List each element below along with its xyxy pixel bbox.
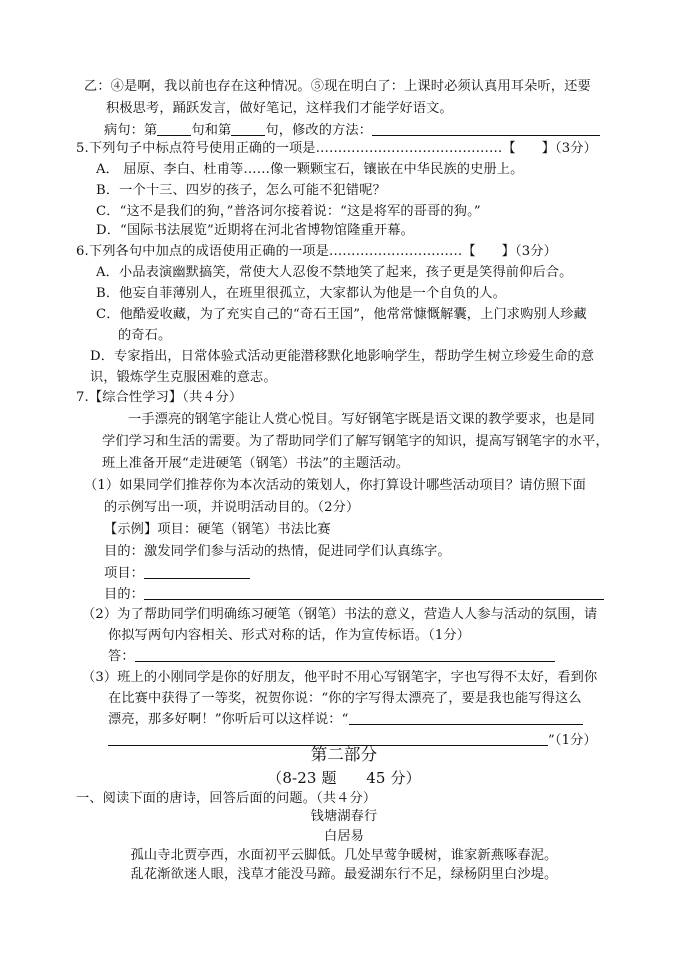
poem-title: 钱塘湖春行 <box>310 809 378 824</box>
dialogue-line: 积极思考，踊跃发言，做好笔记，这样我们才能学好语文。 <box>106 101 453 116</box>
goal-label: 目的： <box>104 587 145 602</box>
example-title: 【示例】项目：硬笔（钢笔）书法比赛 <box>104 522 331 537</box>
goal-answer-blank[interactable] <box>144 585 604 600</box>
part-2-prompt: （2）为了帮助同学们明确练习硬笔（钢笔）书法的意义，营造人人参与活动的氛围，请 <box>82 607 598 622</box>
question-5-stem <box>76 138 597 159</box>
intro-paragraph: 一手漂亮的钢笔字能让人赏心悦目。写好钢笔字既是语文课的教学要求，也是同 <box>128 412 595 427</box>
poem-author: 白居易 <box>323 829 364 844</box>
part-1-prompt: （1）如果同学们推荐你为本次活动的策划人，你打算设计哪些活动项目？请仿照下面 <box>84 478 587 493</box>
item-answer-blank[interactable] <box>144 564 250 579</box>
part-3-prompt: 在比赛中获得了一等奖，祝贺你说：“你的字写得太漂亮了，要是我也能写得这么 <box>108 691 582 706</box>
part-2-prompt: 你拟写两句内容相关、形式对称的话，作为宣传标语。（1分） <box>108 628 471 643</box>
section-heading: 一、阅读下面的唐诗，回答后面的问题。（共４分） <box>76 791 377 806</box>
reply-answer-blank[interactable] <box>349 710 583 725</box>
option-b: B．一个十三、四岁的孩子，怎么可能不犯错呢？ <box>96 183 386 198</box>
sick-label: 句和第 <box>191 123 232 138</box>
sentence-number-blank[interactable] <box>157 121 191 136</box>
score-label: （3分） <box>515 244 557 259</box>
option-c: C．他酷爱收藏，为了充实自己的“奇石王国”，他常常慷慨解囊，上门求购别人珍藏 <box>96 307 587 322</box>
intro-paragraph: 班上准备开展“走进硬笔（钢笔）书法”的主题活动。 <box>102 456 410 471</box>
slogan-answer-blank[interactable] <box>135 647 555 662</box>
option-d: D．“国际书法展览”近期将在河北省博物馆隆重开幕。 <box>96 223 414 238</box>
revision-method-blank[interactable] <box>372 121 600 136</box>
option-a: A． 屈原、李白、杜甫等……像一颗颗宝石，镶嵌在中华民族的史册上。 <box>96 162 524 177</box>
item-answer-line <box>104 563 250 584</box>
sick-label: 病句：第 <box>104 123 158 138</box>
option-c: C．“这不是我们的狗，”普洛诃尔接着说：“这是将军的哥哥的狗。” <box>96 204 481 219</box>
option-b: B．他妄自菲薄别人，在班里很孤立，大家都认为他是一个自负的人。 <box>96 286 506 301</box>
slogan-answer-line <box>108 646 555 667</box>
intro-paragraph: 学们学习和生活的需要。为了帮助同学们了解写钢笔字的知识，提高写钢笔字的水平， <box>102 434 609 449</box>
sick-label: 句，修改的方法： <box>265 123 373 138</box>
question-6-stem <box>76 241 557 262</box>
part-1-prompt: 的示例写出一项，并说明活动目的。（2分） <box>104 500 360 515</box>
option-a: A．小品表演幽默搞笑，常使大人忍俊不禁地笑了起来，孩子更是笑得前仰后合。 <box>96 265 573 280</box>
question-5-text: 5.下列句子中标点符号使用正确的一项是……………………………………【 <box>76 141 516 156</box>
goal-answer-line <box>104 584 604 605</box>
option-c-continued: 的奇石。 <box>118 328 172 343</box>
bracket-close: 】 <box>541 141 556 156</box>
part-two-subtitle: （8-23 题 45 分） <box>267 769 421 787</box>
item-label: 项目： <box>104 566 145 581</box>
part-3-prompt: （3）班上的小刚同学是你的好朋友，他平时不用心写钢笔字，字也写得不太好，看到你 <box>82 670 598 685</box>
dialogue-line: 乙：④是啊，我以前也存在这种情况。⑤现在明白了：上课时必须认真用耳朵听，还要 <box>84 79 591 94</box>
score-label: ”（1分） <box>548 733 597 748</box>
option-d-continued: 识，锻炼学生克服困难的意志。 <box>90 370 277 385</box>
sentence-number-blank[interactable] <box>231 121 265 136</box>
poem-line: 孤山寺北贾亭西，水面初平云脚低。几处早莺争暖树，谁家新燕啄春泥。 <box>130 848 558 863</box>
part-3-text: 漂亮，那多好啊！”你听后可以这样说：“ <box>108 712 349 727</box>
example-goal: 目的：激发同学们参与活动的热情，促进同学们认真练字。 <box>104 544 451 559</box>
score-label: （3分） <box>555 141 597 156</box>
question-7-title: 7.【综合性学习】（共４分） <box>76 390 243 405</box>
question-6-text: 6.下列各句中加点的成语使用正确的一项是…………………………【 <box>76 244 476 259</box>
part-3-prompt-answer <box>108 709 583 730</box>
answer-label: 答： <box>108 649 135 664</box>
bracket-close: 】 <box>501 244 516 259</box>
part-two-title: 第二部分 <box>310 745 378 764</box>
poem-line: 乱花渐欲迷人眼，浅草才能没马蹄。最爱湖东行不足，绿杨阴里白沙堤。 <box>130 867 558 882</box>
option-d: D．专家指出，日常体验式活动更能潜移默化地影响学生，帮助学生树立珍爱生命的意 <box>90 349 595 364</box>
